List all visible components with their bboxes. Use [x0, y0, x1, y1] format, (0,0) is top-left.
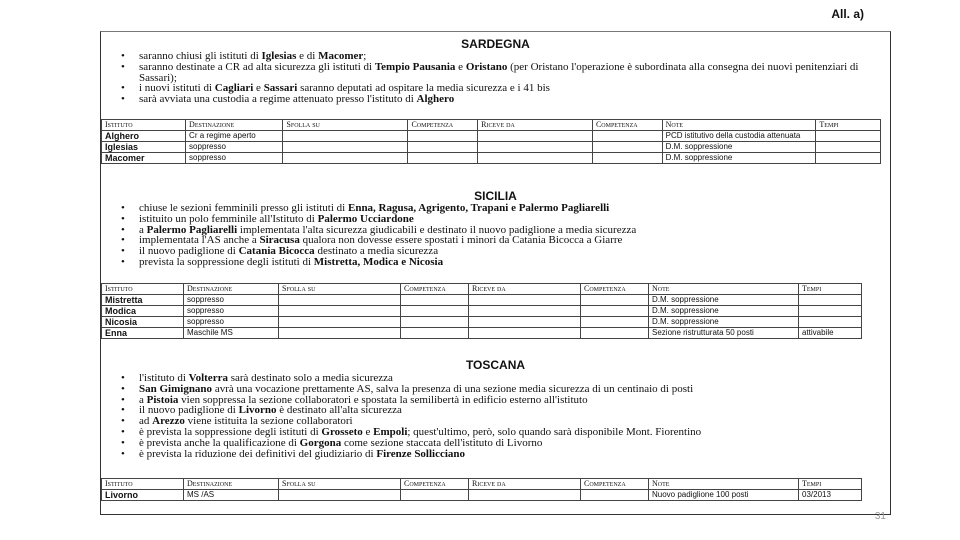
column-header: Competenza	[408, 120, 478, 131]
cell-empty	[581, 317, 649, 328]
column-header: Tempi	[799, 479, 862, 490]
cell-note: D.M. soppressione	[662, 142, 816, 153]
column-header: Competenza	[581, 479, 649, 490]
column-header: Note	[662, 120, 816, 131]
section-title-sicilia: SICILIA	[474, 189, 517, 203]
bullet-item: • San Gimignano avrà una vocazione prettamente AS, salva la presenza di una sezione media sicurezza di un centinaio di posti	[101, 384, 861, 395]
cell-note: D.M. soppressione	[649, 306, 799, 317]
section-title-sardegna: SARDEGNA	[461, 37, 530, 51]
bullet-item: • il nuovo padiglione di Catania Bicocca destinato a media sicurezza	[101, 246, 861, 257]
cell-empty	[279, 328, 401, 339]
table-row	[102, 153, 881, 164]
table-row	[102, 295, 862, 306]
column-header: Competenza	[581, 284, 649, 295]
cell-empty	[408, 142, 478, 153]
bullet-item: • il nuovo padiglione di Livorno è destinato all'alta sicurezza	[101, 405, 861, 416]
cell-empty	[401, 295, 469, 306]
column-header: Sfolla su	[279, 479, 401, 490]
cell-note: D.M. soppressione	[649, 317, 799, 328]
table-header-row	[102, 479, 862, 490]
bullet-item: • i nuovi istituti di Cagliari e Sassari saranno deputati ad ospitare la media sicurezza e i 41 bis	[101, 83, 881, 94]
bullet-item: • ad Arezzo viene istituita la sezione collaboratori	[101, 416, 861, 427]
table-row	[102, 131, 881, 142]
cell-destinazione: soppresso	[186, 142, 283, 153]
cell-empty	[469, 328, 581, 339]
column-header: Riceve da	[469, 284, 581, 295]
column-header: Tempi	[799, 284, 862, 295]
column-header: Note	[649, 284, 799, 295]
column-header: Istituto	[102, 284, 184, 295]
cell-empty	[592, 153, 662, 164]
table-sardegna	[101, 119, 881, 164]
cell-empty	[592, 142, 662, 153]
table-sicilia	[101, 283, 862, 339]
cell-empty	[401, 490, 469, 501]
bullet-item: • è prevista anche la qualificazione di Gorgona come sezione staccata dell'istituto di Livorno	[101, 438, 861, 449]
cell-note: Sezione ristrutturata 50 posti	[649, 328, 799, 339]
cell-empty	[408, 131, 478, 142]
cell-empty	[408, 153, 478, 164]
column-header: Destinazione	[186, 120, 283, 131]
cell-empty	[283, 131, 408, 142]
cell-empty	[592, 131, 662, 142]
column-header: Istituto	[102, 120, 186, 131]
cell-destinazione: MS /AS	[184, 490, 279, 501]
bullet-item: • implementata l'AS anche a Siracusa qualora non dovesse essere spostati i minori da Catania Bicocca a Giarre	[101, 235, 861, 246]
cell-note: Nuovo padiglione 100 posti	[649, 490, 799, 501]
table-row	[102, 142, 881, 153]
bullet-item: • l'istituto di Volterra sarà destinato solo a media sicurezza	[101, 373, 861, 384]
table-header-row	[102, 120, 881, 131]
cell-tempi	[799, 317, 862, 328]
cell-empty	[283, 153, 408, 164]
bullet-item: • istituito un polo femminile all'Istituto di Palermo Ucciardone	[101, 214, 861, 225]
cell-empty	[279, 306, 401, 317]
cell-empty	[478, 142, 593, 153]
cell-empty	[279, 317, 401, 328]
cell-note: D.M. soppressione	[649, 295, 799, 306]
cell-tempi	[816, 142, 881, 153]
table-row	[102, 317, 862, 328]
column-header: Competenza	[592, 120, 662, 131]
column-header: Note	[649, 479, 799, 490]
cell-istituto: Enna	[102, 328, 184, 339]
cell-istituto: Macomer	[102, 153, 186, 164]
cell-tempi	[816, 131, 881, 142]
table-row	[102, 306, 862, 317]
cell-empty	[401, 306, 469, 317]
document-page	[100, 31, 891, 515]
cell-empty	[401, 317, 469, 328]
column-header: Riceve da	[469, 479, 581, 490]
cell-empty	[581, 490, 649, 501]
column-header: Competenza	[401, 284, 469, 295]
bullet-list-sardegna	[101, 51, 881, 105]
bullet-item: • a Palermo Pagliarelli implementata l'alta sicurezza giudicabili e destinato il nuovo padiglione a media sicurezza	[101, 225, 861, 236]
table-header-row	[102, 284, 862, 295]
cell-empty	[581, 295, 649, 306]
annex-label: All. a)	[831, 7, 864, 21]
bullet-item: • sarà avviata una custodia a regime attenuato presso l'istituto di Alghero	[101, 94, 881, 105]
cell-tempi	[816, 153, 881, 164]
cell-note: D.M. soppressione	[662, 153, 816, 164]
cell-istituto: Nicosia	[102, 317, 184, 328]
cell-empty	[469, 490, 581, 501]
cell-empty	[478, 153, 593, 164]
bullet-item: • saranno chiusi gli istituti di Iglesias e di Macomer;	[101, 51, 881, 62]
bullet-item: • è prevista la riduzione dei definitivi del giudiziario di Firenze Sollicciano	[101, 449, 861, 460]
cell-empty	[279, 490, 401, 501]
table-row	[102, 328, 862, 339]
cell-destinazione: soppresso	[184, 306, 279, 317]
cell-empty	[401, 328, 469, 339]
cell-empty	[469, 317, 581, 328]
cell-istituto: Livorno	[102, 490, 184, 501]
bullet-list-sicilia	[101, 203, 861, 268]
cell-empty	[283, 142, 408, 153]
page-number: 31	[874, 511, 886, 522]
cell-empty	[469, 306, 581, 317]
section-title-toscana: TOSCANA	[465, 358, 526, 372]
bullet-item: • è prevista la soppressione degli istituti di Grosseto e Empoli; quest'ultimo, però, solo quando sarà disponibile Mont. Fiorentino	[101, 427, 861, 438]
cell-destinazione: soppresso	[184, 295, 279, 306]
cell-empty	[581, 328, 649, 339]
column-header: Riceve da	[478, 120, 593, 131]
table-row	[102, 490, 862, 501]
cell-tempi: attivabile	[799, 328, 862, 339]
cell-note: PCD istitutivo della custodia attenuata	[662, 131, 816, 142]
bullet-item: • chiuse le sezioni femminili presso gli istituti di Enna, Ragusa, Agrigento, Trapani e Palermo Pagliarelli	[101, 203, 861, 214]
column-header: Istituto	[102, 479, 184, 490]
bullet-item: • saranno destinate a CR ad alta sicurezza gli istituti di Tempio Pausania e Oristano (per Oristano l'operazione è subordinata alla consegna dei nuovi penitenziari di Sassari);	[101, 62, 881, 84]
column-header: Sfolla su	[279, 284, 401, 295]
bullet-list-toscana	[101, 373, 861, 459]
table-toscana	[101, 478, 862, 501]
cell-destinazione: Maschile MS	[184, 328, 279, 339]
cell-destinazione: Cr a regime aperto	[186, 131, 283, 142]
column-header: Competenza	[401, 479, 469, 490]
cell-tempi: 03/2013	[799, 490, 862, 501]
bullet-item: • a Pistoia vien soppressa la sezione collaboratori e spostata la semilibertà in edificio esterno all'istituto	[101, 395, 861, 406]
cell-tempi	[799, 306, 862, 317]
column-header: Destinazione	[184, 479, 279, 490]
cell-empty	[478, 131, 593, 142]
cell-empty	[581, 306, 649, 317]
cell-destinazione: soppresso	[184, 317, 279, 328]
cell-istituto: Alghero	[102, 131, 186, 142]
column-header: Sfolla su	[283, 120, 408, 131]
cell-istituto: Mistretta	[102, 295, 184, 306]
cell-tempi	[799, 295, 862, 306]
cell-empty	[469, 295, 581, 306]
bullet-item: • prevista la soppressione degli istituti di Mistretta, Modica e Nicosia	[101, 257, 861, 268]
cell-destinazione: soppresso	[186, 153, 283, 164]
cell-istituto: Iglesias	[102, 142, 186, 153]
column-header: Destinazione	[184, 284, 279, 295]
cell-empty	[279, 295, 401, 306]
cell-istituto: Modica	[102, 306, 184, 317]
column-header: Tempi	[816, 120, 881, 131]
